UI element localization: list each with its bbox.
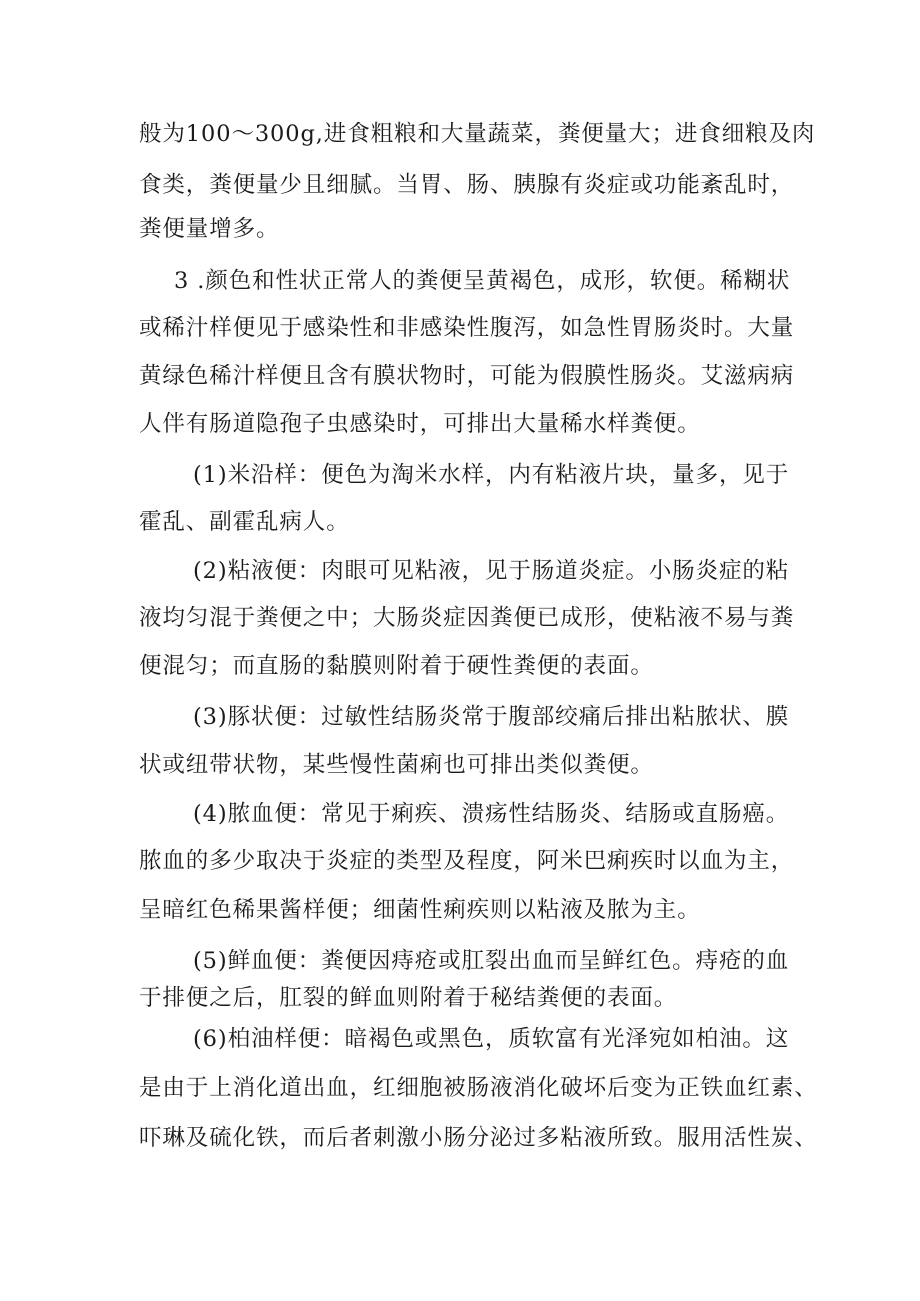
text-line: 般为100～300g,进食粗粮和大量蔬菜，粪便量大；进食细粮及肉	[139, 121, 816, 147]
text-line: 液均匀混于粪便之中；大肠炎症因粪便已成形，使粘液不易与粪	[139, 605, 795, 631]
text-line: (3)豚状便：过敏性结肠炎常于腹部绞痛后排出粘脓状、膜	[193, 704, 790, 730]
text-line: (4)脓血便：常见于痢疾、溃疡性结肠炎、结肠或直肠癌。	[193, 801, 790, 827]
text-line: (1)米沿样：便色为淘米水样，内有粘液片块，量多，见于	[193, 462, 790, 488]
text-line: (6)柏油样便：暗褐色或黑色，质软富有光泽宛如柏油。这	[193, 1026, 790, 1052]
text-line: 粪便量增多。	[139, 216, 280, 242]
text-line: 吓琳及硫化铁，而后者刺激小肠分泌过多粘液所致。服用活性炭、	[139, 1125, 818, 1151]
text-line: (5)鲜血便：粪便因痔疮或肛裂出血而呈鲜红色。痔疮的血	[193, 948, 790, 974]
text-line: 食类，粪便量少且细腻。当胃、肠、胰腺有炎症或功能紊乱时，	[139, 172, 795, 198]
text-line: 便混匀；而直肠的黏膜则附着于硬性粪便的表面。	[139, 653, 654, 679]
text-line: 呈暗红色稀果酱样便；细菌性痢疾则以粘液及脓为主。	[139, 897, 701, 923]
text-line: 于排便之后，肛裂的鲜血则附着于秘结粪便的表面。	[139, 985, 678, 1011]
text-line: 是由于上消化道出血，红细胞被肠液消化破坏后变为正铁血红素、	[139, 1075, 818, 1101]
text-line: 黄绿色稀汁样便且含有膜状物时，可能为假膜性肠炎。艾滋病病	[139, 363, 795, 389]
text-line: 人伴有肠道隐孢子虫感染时，可排出大量稀水样粪便。	[139, 411, 701, 437]
text-line: 霍乱、副霍乱病人。	[139, 509, 350, 535]
text-line: 3 .颜色和性状正常人的粪便呈黄褐色，成形，软便。稀糊状	[174, 268, 791, 294]
text-line: 状或纽带状物，某些慢性菌痢也可排出类似粪便。	[139, 752, 654, 778]
text-line: (2)粘液便：肉眼可见粘液，见于肠道炎症。小肠炎症的粘	[193, 558, 790, 584]
text-line: 或稀汁样便见于感染性和非感染性腹泻，如急性胃肠炎时。大量	[139, 315, 795, 341]
text-line: 脓血的多少取决于炎症的类型及程度，阿米巴痢疾时以血为主，	[139, 848, 795, 874]
